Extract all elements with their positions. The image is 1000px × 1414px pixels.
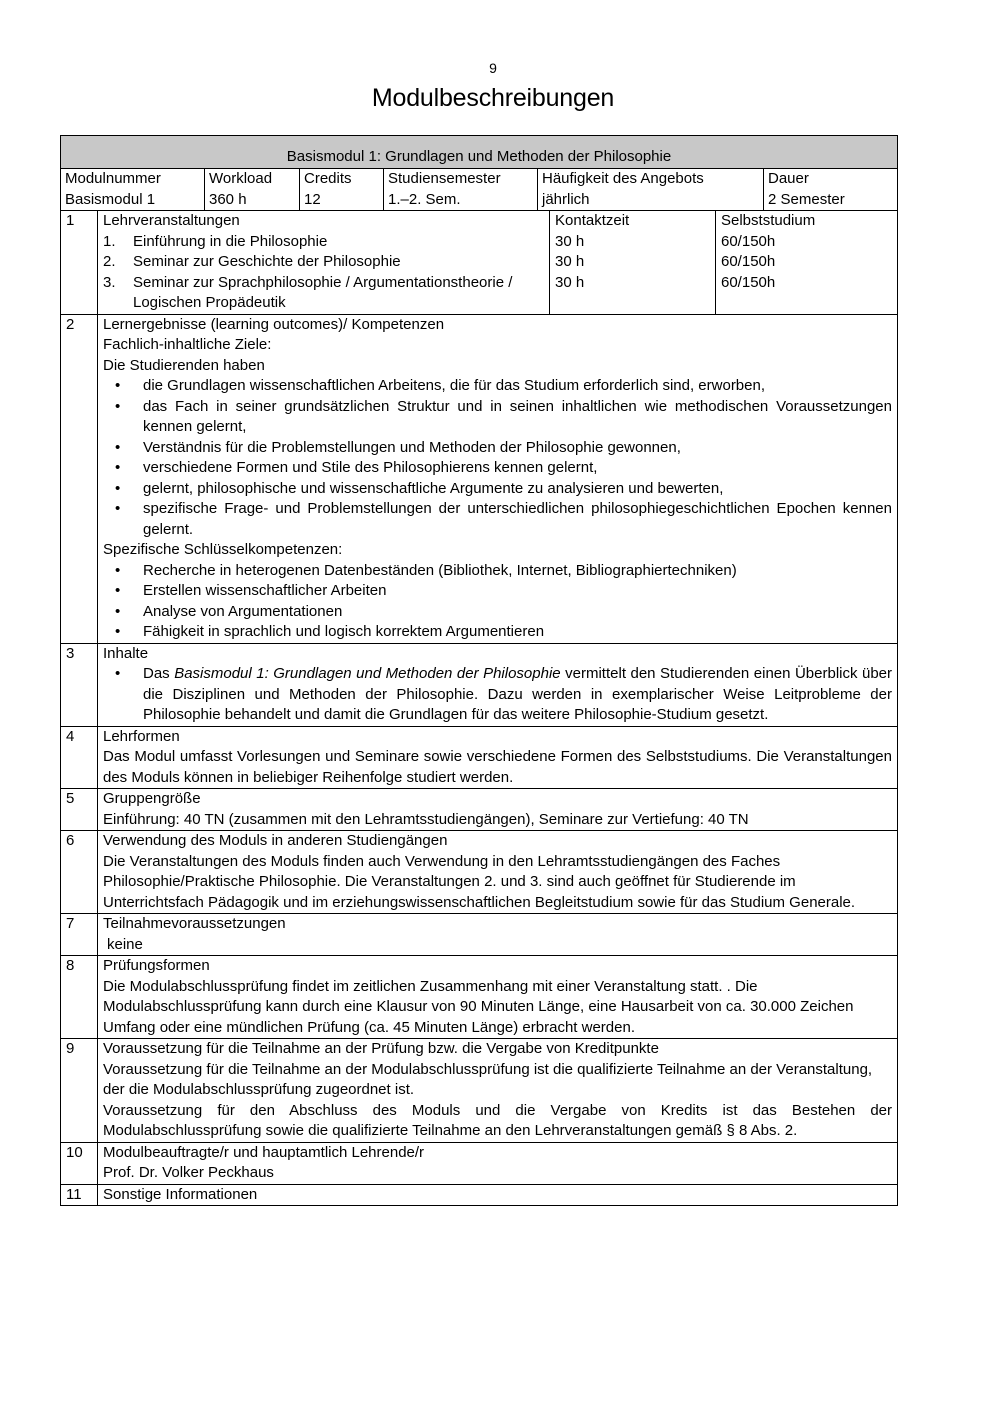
subheading: Spezifische Schlüsselkompetenzen: — [103, 541, 343, 558]
section-teilnahmevoraussetzungen — [60, 914, 898, 956]
section-label: Teilnahmevoraussetzungen — [103, 915, 286, 932]
course-item — [103, 232, 549, 253]
section-number: 11 — [66, 1185, 82, 1203]
section-lehrveranstaltungen — [60, 211, 898, 315]
list-item: • spezifische Frage- und Problemstellungen der unterschiedlichen philosophiegeschichtlichen Epochen kennen gelernt. — [103, 499, 892, 540]
kontaktzeit-value: 30 h — [555, 253, 585, 270]
section-number: 2 — [66, 315, 75, 333]
modulnummer-value: Basismodul 1 — [65, 190, 156, 208]
subheading: Fachlich-inhaltliche Ziele: — [103, 336, 272, 353]
section-inhalte — [60, 644, 898, 727]
semester-label: Studiensemester — [388, 170, 501, 187]
section-gruppengroesse — [60, 789, 898, 831]
goals-list — [103, 376, 892, 540]
section-number: 6 — [66, 832, 75, 849]
section-number: 4 — [66, 727, 75, 745]
section-text: Voraussetzung für den Abschluss des Moduls und die Vergabe von Kredits ist das Bestehen der Modulabschlussprüfung sowie die qualifizierte Teilnahme an den Lehrveranstaltungen gemäß § 8 Abs. 2. — [103, 1101, 892, 1139]
section-body — [97, 1039, 897, 1142]
section-label: Modulbeauftragte/r und hauptamtlich Lehrende/r — [103, 1143, 425, 1161]
section-verwendung — [60, 831, 898, 914]
competences-list — [103, 561, 892, 643]
section-body — [97, 1143, 897, 1184]
section-modulbeauftragte — [60, 1143, 898, 1185]
section-label: Voraussetzung für die Teilnahme an der Prüfung bzw. die Vergabe von Kreditpunkte — [103, 1040, 659, 1057]
haeufigkeit-value: jährlich — [542, 190, 590, 208]
dauer-cell — [763, 169, 897, 210]
course-list — [103, 232, 549, 314]
section-body — [97, 727, 897, 789]
section-text: Voraussetzung für die Teilnahme an der Modulabschlussprüfung ist die qualifizierte Teilnahme an der Veranstaltung, der die Modulabschlussprüfung zugeordnet ist. — [103, 1060, 873, 1098]
selbststudium-column — [715, 211, 897, 314]
section-sonstige-informationen — [60, 1185, 898, 1207]
dauer-value: 2 Semester — [768, 190, 845, 208]
section-label: Sonstige Informationen — [103, 1185, 258, 1203]
list-item: • verschiedene Formen und Stile des Philosophierens kennen gelernt, — [103, 458, 892, 479]
section-text: Das Modul umfasst Vorlesungen und Seminare sowie verschiedene Formen des Selbststudiums. Die Veranstaltungen des Moduls können in beliebiger Reihenfolge studiert werden. — [103, 748, 892, 786]
intro-text: Die Studierenden haben — [103, 356, 265, 374]
section-number: 3 — [66, 644, 75, 662]
kontaktzeit-value: 30 h — [555, 232, 585, 250]
kontaktzeit-value: 30 h — [555, 273, 585, 291]
section-body — [97, 914, 897, 955]
list-item: • die Grundlagen wissenschaftlichen Arbeitens, die für das Studium erforderlich sind, erworben, — [103, 376, 892, 397]
list-item: • gelernt, philosophische und wissenschaftliche Argumente zu analysieren und bewerten, — [103, 479, 892, 500]
section-voraussetzung-pruefung — [60, 1039, 898, 1143]
kontaktzeit-header: Kontaktzeit — [555, 212, 630, 229]
module-info-row — [60, 169, 898, 211]
credits-label: Credits — [304, 170, 352, 187]
list-item: • Verständnis für die Problemstellungen und Methoden der Philosophie gewonnen, — [103, 438, 892, 459]
section-number: 8 — [66, 957, 75, 974]
course-item — [103, 273, 513, 314]
module-table — [60, 135, 898, 1206]
section-label: Lehrformen — [103, 727, 180, 745]
section-pruefungsformen — [60, 956, 898, 1039]
kontaktzeit-column — [549, 211, 715, 314]
list-item: • das Fach in seiner grundsätzlichen Struktur und in seinen inhaltlichen wie methodischen Voraussetzungen kennen gelernt, — [103, 397, 892, 438]
section-text: Einführung: 40 TN (zusammen mit den Lehramtsstudiengängen), Seminare zur Vertiefung: 40 TN — [103, 810, 749, 828]
section-lehrformen — [60, 727, 898, 790]
workload-cell — [204, 169, 299, 210]
section-number: 9 — [66, 1040, 75, 1057]
credits-cell — [299, 169, 383, 210]
section-body — [97, 644, 897, 726]
section-body — [97, 789, 897, 830]
module-title-italic: Basismodul 1: Grundlagen und Methoden der Philosophie — [174, 665, 561, 682]
section-label: Prüfungsformen — [103, 957, 210, 974]
section-number: 10 — [66, 1143, 83, 1161]
dauer-label: Dauer — [768, 170, 809, 187]
section-number: 7 — [66, 915, 75, 932]
courses-cell — [97, 211, 549, 314]
section-body — [97, 956, 897, 1038]
section-label: Lehrveranstaltungen — [103, 212, 240, 229]
course-number: 1. — [103, 232, 116, 250]
modulnummer-cell — [61, 169, 204, 210]
section-body — [97, 1185, 897, 1206]
section-text: Die Modulabschlussprüfung findet im zeitlichen Zusammenhang mit einer Veranstaltung statt. . Die Modulabschlussprüfung kann durch eine Klausur von 90 Minuten Länge, eine Hausarbeit von ca. 30.000 Zeichen Umfang oder eine mündlichen Prüfung (ca. 45 Minuten Länge) erbracht werden. — [103, 977, 854, 1036]
selbststudium-value: 60/150h — [721, 253, 776, 270]
list-item: • Erstellen wissenschaftlicher Arbeiten — [103, 581, 892, 602]
list-item: • Recherche in heterogenen Datenbeständen (Bibliothek, Internet, Bibliographiertechniken) — [103, 561, 892, 582]
section-text: Prof. Dr. Volker Peckhaus — [103, 1164, 274, 1181]
page-number: 9 — [489, 60, 497, 76]
content-text: vermittelt den Studierenden einen Überblick über die Disziplinen und Methoden der Philosophie. Dazu werden in exemplarischer Weise Leitprobleme der Philosophie behandelt und damit die Grundlagen für das weitere Philosophie-Studium gesetzt. — [143, 665, 893, 723]
course-name: Einführung in die Philosophie — [133, 232, 328, 250]
section-label: Inhalte — [103, 644, 149, 662]
section-label: Gruppengröße — [103, 790, 201, 807]
section-label: Verwendung des Moduls in anderen Studiengängen — [103, 832, 448, 849]
section-body — [97, 831, 897, 913]
selbststudium-value: 60/150h — [721, 273, 776, 291]
section-lernergebnisse — [60, 315, 898, 644]
semester-value: 1.–2. Sem. — [388, 190, 461, 208]
content-list — [103, 664, 892, 726]
haeufigkeit-label: Häufigkeit des Angebots — [542, 170, 704, 187]
course-name: Seminar zur Sprachphilosophie / Argumentationstheorie / Logischen Propädeutik — [133, 273, 513, 311]
selbststudium-value: 60/150h — [721, 232, 776, 250]
credits-value: 12 — [304, 190, 321, 208]
section-body — [97, 315, 897, 643]
workload-value: 360 h — [209, 190, 247, 208]
semester-cell — [383, 169, 537, 210]
list-item — [103, 664, 892, 726]
haeufigkeit-cell — [537, 169, 763, 210]
course-item — [103, 252, 549, 273]
page-title: Modulbeschreibungen — [371, 84, 615, 112]
section-text: keine — [107, 935, 143, 953]
course-name: Seminar zur Geschichte der Philosophie — [133, 253, 401, 270]
workload-label: Workload — [209, 170, 273, 187]
list-item: • Fähigkeit in sprachlich und logisch korrektem Argumentieren — [103, 622, 892, 643]
section-number: 5 — [66, 790, 75, 807]
content-text-pre: Das — [143, 665, 175, 682]
module-header: Basismodul 1: Grundlagen und Methoden der Philosophie — [60, 135, 898, 169]
section-number: 1 — [66, 212, 75, 229]
section-text: Die Veranstaltungen des Moduls finden auch Verwendung in den Lehramtsstudiengängen des Faches Philosophie/Praktische Philosophie. Die Veranstaltungen 2. und 3. sind auch geöffnet für Studierende im Unterrichtsfach Pädagogik und im erziehungswissenschaftlichen Begleitstudium sowie für das Studium Generale. — [103, 852, 856, 911]
list-item: • Analyse von Argumentationen — [103, 602, 892, 623]
modulnummer-label: Modulnummer — [65, 170, 161, 187]
course-number: 2. — [103, 253, 116, 270]
course-number: 3. — [103, 273, 116, 291]
section-label: Lernergebnisse (learning outcomes)/ Kompetenzen — [103, 315, 445, 333]
selbststudium-header: Selbststudium — [721, 212, 816, 229]
